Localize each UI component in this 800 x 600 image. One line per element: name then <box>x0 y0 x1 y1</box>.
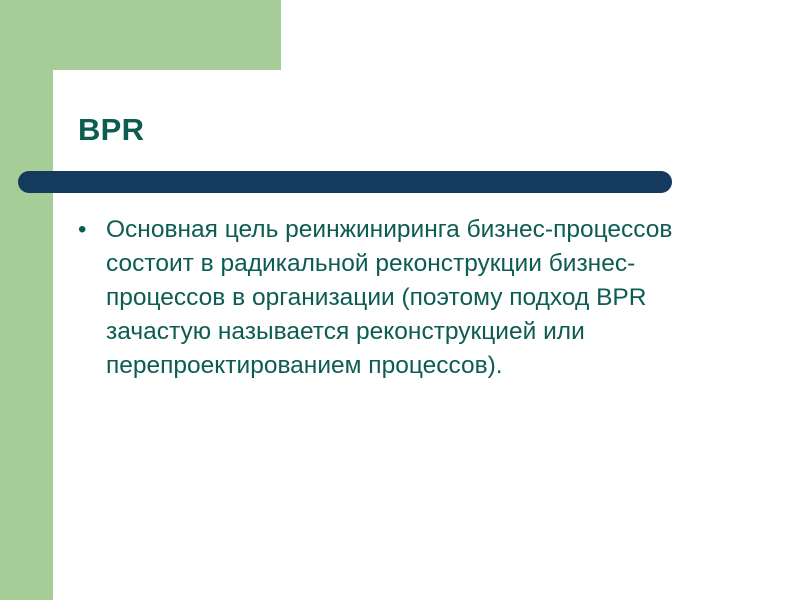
decorative-green-top-block <box>0 0 281 70</box>
decorative-accent-bar <box>18 171 672 193</box>
slide-body <box>78 213 750 383</box>
bullet-icon: • <box>78 216 87 243</box>
decorative-green-left-band <box>0 0 53 600</box>
bullet-text: Основная цель реинжиниринга бизнес-процессов состоит в радикальной реконструкции бизнес-процессов в организации (поэтому подход BPR зачастую называется реконструкцией или перепроектированием процессов). <box>106 216 673 379</box>
slide-title: BPR <box>78 112 145 147</box>
list-item <box>78 213 750 383</box>
